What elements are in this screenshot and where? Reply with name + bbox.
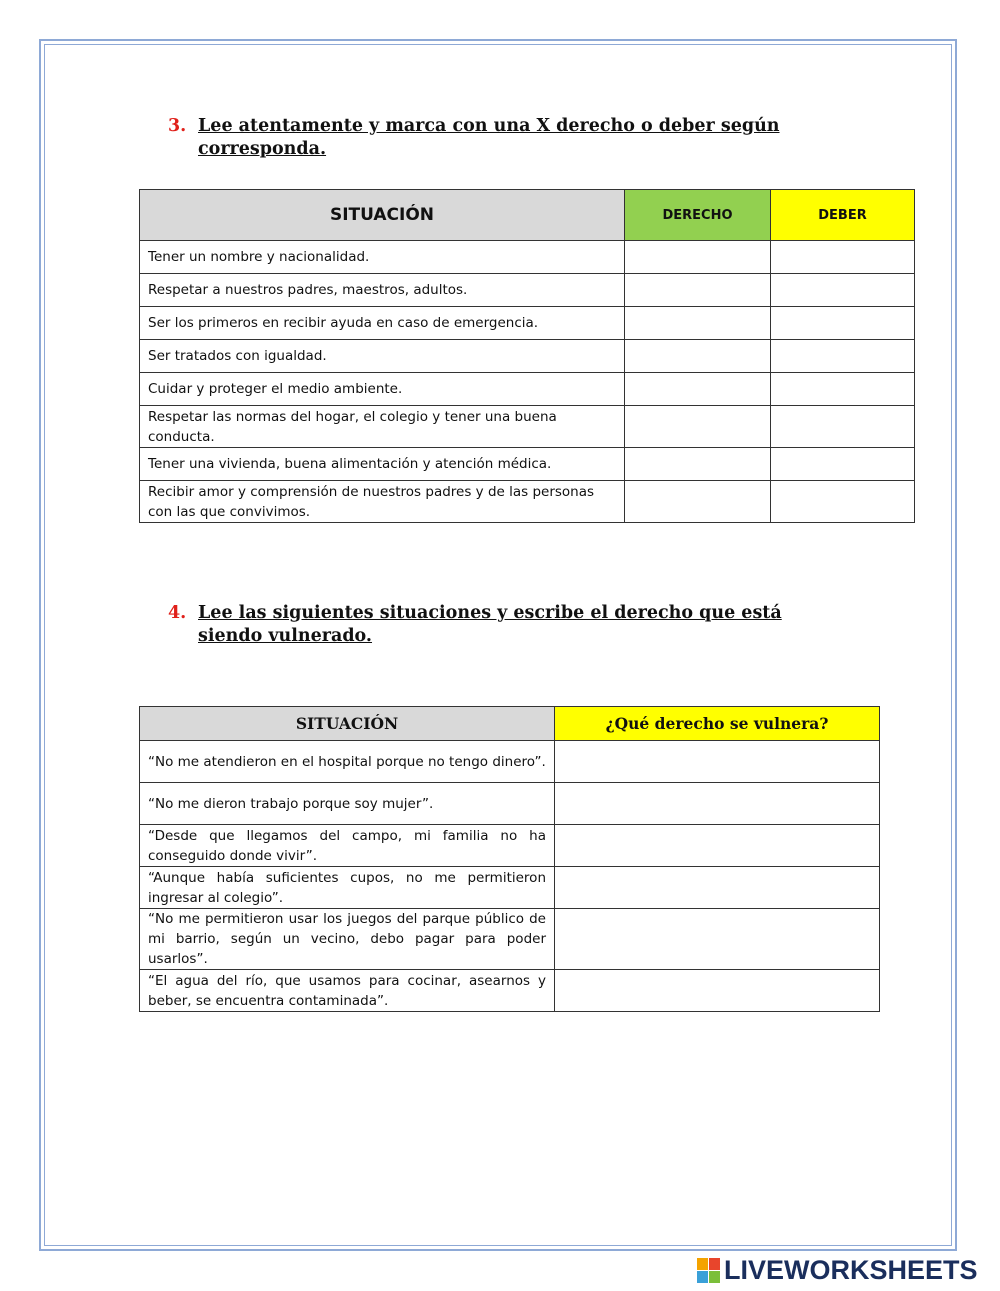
table-row	[140, 867, 880, 909]
logo-text: LIVEWORKSHEETS	[724, 1254, 978, 1285]
table-row	[140, 307, 915, 340]
table-row	[140, 783, 880, 825]
header-situation: SITUACIÓN	[140, 707, 555, 741]
duty-answer-cell[interactable]	[771, 448, 915, 481]
table-row	[140, 909, 880, 970]
situation-cell: Ser tratados con igualdad.	[140, 340, 625, 373]
table-row	[140, 741, 880, 783]
answer-input-cell[interactable]	[555, 867, 880, 909]
duty-answer-cell[interactable]	[771, 373, 915, 406]
situation-cell: “No me atendieron en el hospital porque no tengo dinero”.	[140, 741, 555, 783]
situation-cell: Cuidar y proteger el medio ambiente.	[140, 373, 625, 406]
situation-cell: “No me permitieron usar los juegos del parque público de mi barrio, según un vecino, debo pagar para poder usarlos”.	[140, 909, 555, 970]
duty-answer-cell[interactable]	[771, 241, 915, 274]
answer-input-cell[interactable]	[555, 741, 880, 783]
section-3-heading	[168, 115, 888, 161]
duty-answer-cell[interactable]	[771, 307, 915, 340]
liveworksheets-logo-icon	[697, 1258, 720, 1283]
table-row	[140, 373, 915, 406]
situation-cell: Tener un nombre y nacionalidad.	[140, 241, 625, 274]
logo-square-icon	[697, 1271, 708, 1283]
duty-answer-cell[interactable]	[771, 481, 915, 523]
section-4-number: 4.	[168, 603, 187, 623]
section-3-number: 3.	[168, 116, 187, 136]
answer-input-cell[interactable]	[555, 909, 880, 970]
answer-input-cell[interactable]	[555, 825, 880, 867]
violated-rights-table	[139, 706, 880, 1012]
situation-cell: “No me dieron trabajo porque soy mujer”.	[140, 783, 555, 825]
header-situation: SITUACIÓN	[140, 190, 625, 241]
table-row	[140, 274, 915, 307]
right-answer-cell[interactable]	[625, 448, 771, 481]
logo-square-icon	[709, 1271, 720, 1283]
rights-duties-table	[139, 189, 915, 523]
right-answer-cell[interactable]	[625, 481, 771, 523]
table-row	[140, 241, 915, 274]
header-right: DERECHO	[625, 190, 771, 241]
liveworksheets-logo	[697, 1255, 978, 1285]
duty-answer-cell[interactable]	[771, 340, 915, 373]
situation-cell: Recibir amor y comprensión de nuestros padres y de las personas con las que convivimos.	[140, 481, 625, 523]
section-4-instruction: Lee las siguientes situaciones y escribe el derecho que está siendo vulnerado.	[198, 603, 782, 646]
right-answer-cell[interactable]	[625, 307, 771, 340]
right-answer-cell[interactable]	[625, 274, 771, 307]
section-4-heading	[168, 602, 828, 648]
duty-answer-cell[interactable]	[771, 274, 915, 307]
answer-input-cell[interactable]	[555, 783, 880, 825]
right-answer-cell[interactable]	[625, 241, 771, 274]
table-row	[140, 448, 915, 481]
situation-cell: Tener una vivienda, buena alimentación y atención médica.	[140, 448, 625, 481]
table-row	[140, 406, 915, 448]
table-row	[140, 825, 880, 867]
situation-cell: Respetar las normas del hogar, el colegio y tener una buena conducta.	[140, 406, 625, 448]
duty-answer-cell[interactable]	[771, 406, 915, 448]
table-row	[140, 970, 880, 1012]
situation-cell: “Aunque había suficientes cupos, no me permitieron ingresar al colegio”.	[140, 867, 555, 909]
logo-square-icon	[697, 1258, 708, 1270]
header-which-right: ¿Qué derecho se vulnera?	[555, 707, 880, 741]
situation-cell: “El agua del río, que usamos para cocinar, asearnos y beber, se encuentra contaminada”.	[140, 970, 555, 1012]
table-row	[140, 340, 915, 373]
right-answer-cell[interactable]	[625, 406, 771, 448]
right-answer-cell[interactable]	[625, 373, 771, 406]
table-row	[140, 481, 915, 523]
situation-cell: Respetar a nuestros padres, maestros, adultos.	[140, 274, 625, 307]
situation-cell: “Desde que llegamos del campo, mi familia no ha conseguido donde vivir”.	[140, 825, 555, 867]
header-duty: DEBER	[771, 190, 915, 241]
answer-input-cell[interactable]	[555, 970, 880, 1012]
logo-square-icon	[709, 1258, 720, 1270]
right-answer-cell[interactable]	[625, 340, 771, 373]
section-3-instruction: Lee atentamente y marca con una X derecho o deber según corresponda.	[198, 116, 780, 159]
situation-cell: Ser los primeros en recibir ayuda en caso de emergencia.	[140, 307, 625, 340]
